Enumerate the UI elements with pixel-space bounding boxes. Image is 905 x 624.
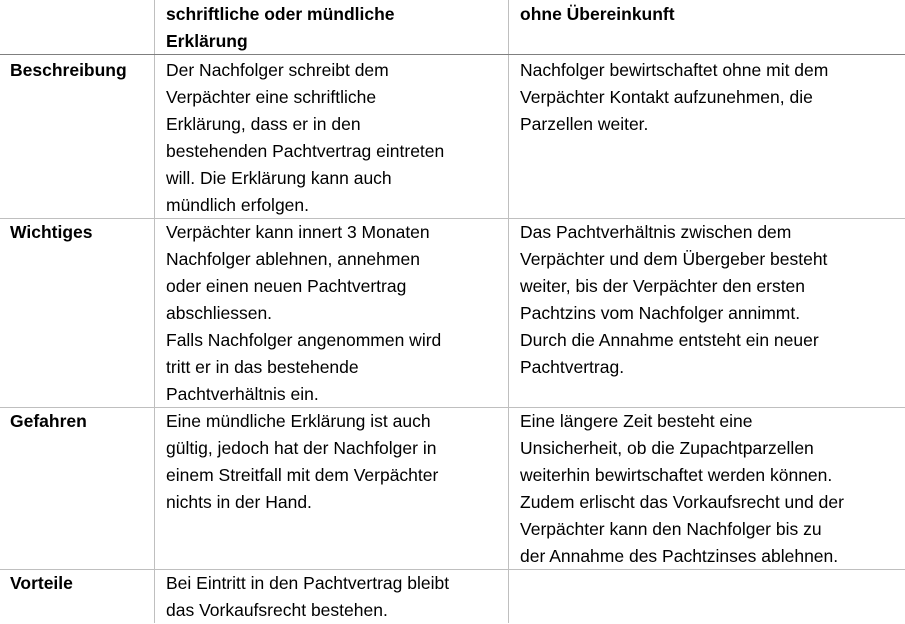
header-col1-line: Erklärung	[166, 31, 248, 51]
cell-line: Eine mündliche Erklärung ist auch	[166, 411, 431, 431]
wichtiges-col2	[520, 219, 900, 381]
cell-line: abschliessen.	[166, 303, 273, 323]
cell-line: Verpächter und dem Übergeber besteht	[520, 249, 828, 269]
cell-line: Erklärung, dass er in den	[166, 114, 361, 134]
cell-line: Pachtzins vom Nachfolger annimmt.	[520, 303, 801, 323]
cell-line: weiterhin bewirtschaftet werden können.	[520, 465, 833, 485]
column-divider	[154, 0, 155, 623]
cell-line: tritt er in das bestehende	[166, 357, 359, 377]
row-label: Wichtiges	[10, 222, 93, 242]
cell-line: mündlich erfolgen.	[166, 195, 309, 215]
cell-line: Pachtvertrag.	[520, 357, 625, 377]
header-col1-line: schriftliche oder mündliche	[166, 4, 395, 24]
cell-line: Zudem erlischt das Vorkaufsrecht und der	[520, 492, 844, 512]
beschreibung-col2	[520, 57, 900, 138]
row-label-beschreibung	[10, 57, 150, 84]
header-col2-label: ohne Übereinkunft	[520, 4, 675, 24]
cell-line: Das Pachtverhältnis zwischen dem	[520, 222, 792, 242]
cell-line: Eine längere Zeit besteht eine	[520, 411, 753, 431]
column-divider	[508, 0, 509, 623]
cell-line: Nachfolger ablehnen, annehmen	[166, 249, 420, 269]
cell-line: Bei Eintritt in den Pachtvertrag bleibt	[166, 573, 450, 593]
header-col1	[166, 1, 502, 55]
cell-line: Verpächter kann den Nachfolger bis zu	[520, 519, 822, 539]
row-label: Gefahren	[10, 411, 87, 431]
cell-line: das Vorkaufsrecht bestehen.	[166, 600, 388, 620]
cell-line: bestehenden Pachtvertrag eintreten	[166, 141, 445, 161]
cell-line: Pachtverhältnis ein.	[166, 384, 319, 404]
cell-line: Unsicherheit, ob die Zupachtparzellen	[520, 438, 814, 458]
cell-line: Verpächter eine schriftliche	[166, 87, 377, 107]
cell-line: einem Streitfall mit dem Verpächter	[166, 465, 439, 485]
cell-line: Verpächter kann innert 3 Monaten	[166, 222, 430, 242]
cell-line: weiter, bis der Verpächter den ersten	[520, 276, 806, 296]
row-label-vorteile	[10, 570, 150, 597]
row-label: Vorteile	[10, 573, 73, 593]
cell-line: Der Nachfolger schreibt dem	[166, 60, 389, 80]
gefahren-col1	[166, 408, 506, 516]
cell-line: Durch die Annahme entsteht ein neuer	[520, 330, 819, 350]
vorteile-col1	[166, 570, 506, 624]
wichtiges-col1	[166, 219, 506, 408]
cell-line: der Annahme des Pachtzinses ablehnen.	[520, 546, 839, 566]
cell-line: Verpächter Kontakt aufzunehmen, die	[520, 87, 813, 107]
row-label-gefahren	[10, 408, 150, 435]
beschreibung-col1	[166, 57, 506, 219]
cell-line: nichts in der Hand.	[166, 492, 312, 512]
row-label: Beschreibung	[10, 60, 127, 80]
row-label-wichtiges	[10, 219, 150, 246]
cell-line: Parzellen weiter.	[520, 114, 649, 134]
header-col2	[520, 1, 900, 28]
cell-line: oder einen neuen Pachtvertrag	[166, 276, 407, 296]
cell-line: gültig, jedoch hat der Nachfolger in	[166, 438, 437, 458]
cell-line: Falls Nachfolger angenommen wird	[166, 330, 442, 350]
cell-line: will. Die Erklärung kann auch	[166, 168, 392, 188]
gefahren-col2	[520, 408, 900, 570]
cell-line: Nachfolger bewirtschaftet ohne mit dem	[520, 60, 829, 80]
